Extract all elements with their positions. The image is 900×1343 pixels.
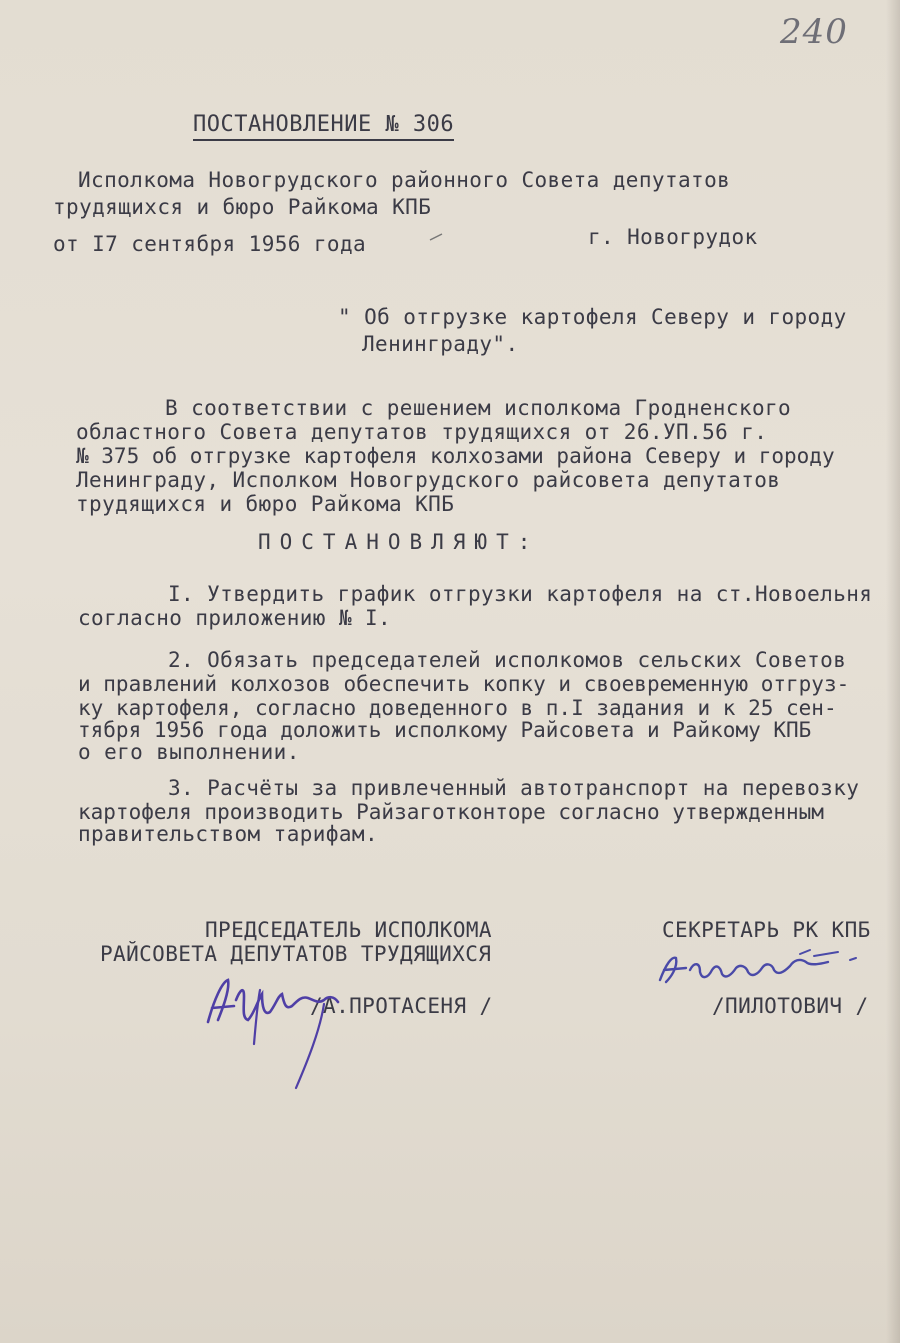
- chairman-title-2: РАЙСОВЕТА ДЕПУТАТОВ ТРУДЯЩИХСЯ: [100, 942, 492, 966]
- chairman-name: /А.ПРОТАСЕНЯ /: [310, 994, 493, 1018]
- header-line-2: трудящихся и бюро Райкома КПБ: [53, 195, 432, 219]
- chairman-title-1: ПРЕДСЕДАТЕЛЬ ИСПОЛКОМА: [205, 918, 492, 942]
- item-1-line-1: I. Утвердить график отгрузки картофеля на ст.Новоельня: [168, 582, 873, 606]
- preamble-line-1: В соответствии с решением исполкома Гродненского: [165, 396, 792, 420]
- document-date: от I7 сентября 1956 года: [53, 232, 367, 256]
- resolves-heading: ПОСТАНОВЛЯЮТ:: [258, 530, 540, 554]
- item-3-line-1: 3. Расчёты за привлеченный автотранспорт на перевозку: [168, 776, 860, 800]
- preamble-line-4: Ленинграду, Исполком Новогрудского райсовета депутатов: [76, 468, 781, 492]
- archive-page-number: 240: [780, 12, 848, 52]
- preamble-line-5: трудящихся и бюро Райкома КПБ: [76, 492, 455, 516]
- preamble-line-2: областного Совета депутатов трудящихся от 26.УП.56 г.: [76, 420, 768, 444]
- pen-mark: [428, 232, 444, 242]
- item-2-line-4: тября 1956 года доложить исполкому Райсовета и Райкому КПБ: [78, 718, 812, 742]
- document-title: ПОСТАНОВЛЕНИЕ № 306: [193, 112, 454, 141]
- item-3-line-2: картофеля производить Райзаготконторе согласно утвержденным: [78, 800, 824, 824]
- subject-line-1: " Об отгрузке картофеля Северу и городу: [338, 305, 847, 329]
- subject-line-2: Ленинграду".: [362, 332, 519, 356]
- item-2-line-2: и правлений колхозов обеспечить копку и своевременную отгруз-: [78, 672, 850, 696]
- item-2-line-3: ку картофеля, согласно доведенного в п.I задания и к 25 сен-: [78, 696, 837, 720]
- secretary-name: /ПИЛОТОВИЧ /: [712, 994, 869, 1018]
- page-edge-shadow: [886, 0, 900, 1343]
- document-place: г. Новогрудок: [588, 225, 758, 249]
- secretary-signature: [650, 940, 870, 1000]
- item-3-line-3: правительством тарифам.: [78, 822, 378, 846]
- chairman-signature: [200, 960, 360, 1100]
- item-2-line-5: о его выполнении.: [78, 740, 300, 764]
- header-line-1: Исполкома Новогрудского районного Совета депутатов: [78, 168, 731, 192]
- item-1-line-2: согласно приложению № I.: [78, 606, 392, 630]
- preamble-line-3: № 375 об отгрузке картофеля колхозами района Северу и городу: [76, 444, 835, 468]
- secretary-title: СЕКРЕТАРЬ РК КПБ: [662, 918, 871, 942]
- item-2-line-1: 2. Обязать председателей исполкомов сельских Советов: [168, 648, 847, 672]
